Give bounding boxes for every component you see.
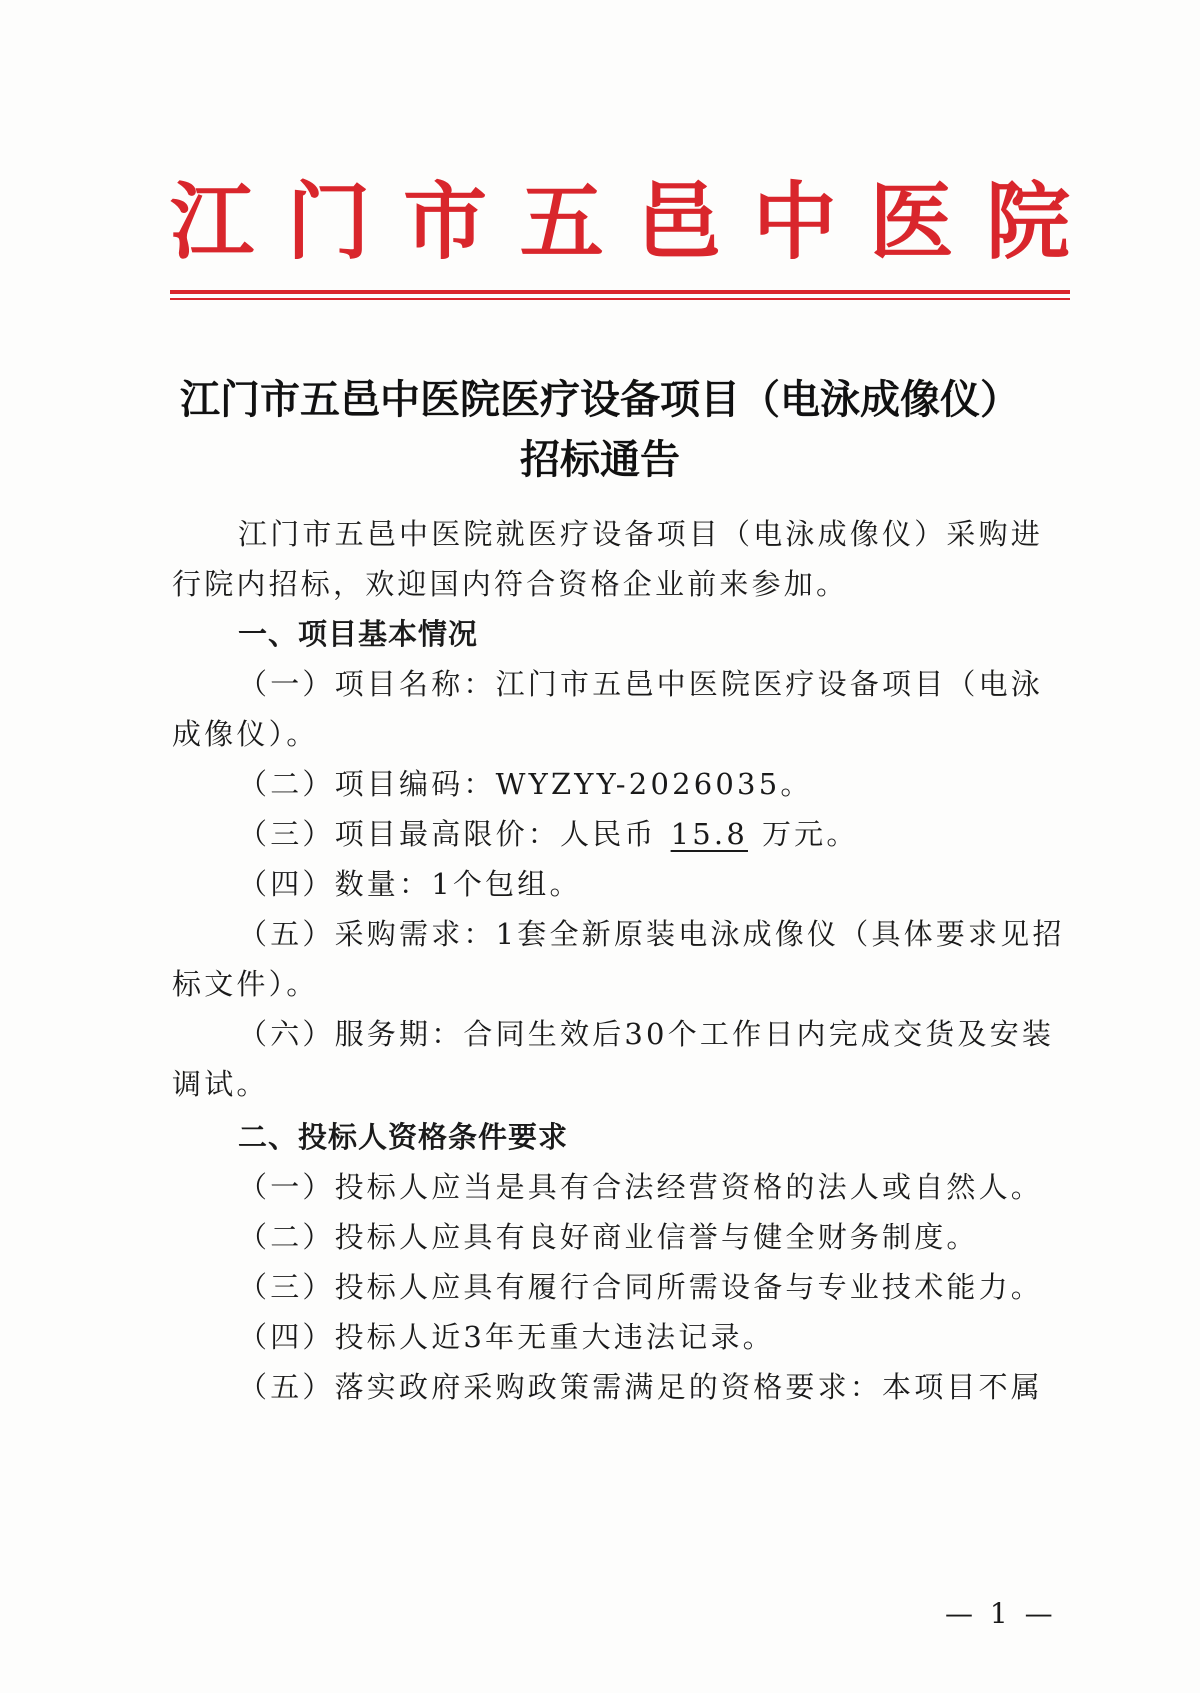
masthead-char: 邑 [636, 173, 721, 271]
document-title-line-2: 招标通告 [520, 437, 680, 483]
section-1-item-6-line-1: （六）服务期：合同生效后30个工作日内完成交货及安装 [238, 1017, 1055, 1051]
price-limit-amount: 15.8 [670, 817, 748, 851]
document-title-line-1: 江门市五邑中医院医疗设备项目（电泳成像仪） [180, 377, 1020, 423]
masthead-rule-thin [170, 298, 1070, 300]
intro-paragraph-line-2: 行院内招标，欢迎国内符合资格企业前来参加。 [172, 567, 849, 601]
section-1-item-5-line-2: 标文件）。 [172, 967, 319, 1001]
section-2-item-2: （二）投标人应具有良好商业信誉与健全财务制度。 [238, 1220, 979, 1254]
section-1-item-1-line-2: 成像仪）。 [172, 717, 319, 751]
masthead-organization-name [170, 172, 1070, 272]
page-number: — 1 — [945, 1597, 1057, 1630]
masthead-char: 门 [286, 173, 371, 271]
section-1-item-1-line-1: （一）项目名称：江门市五邑中医院医疗设备项目（电泳 [238, 667, 1044, 701]
price-limit-unit: 万元。 [761, 817, 859, 851]
section-1-heading: 一、项目基本情况 [238, 617, 479, 651]
price-limit-label: （三）项目最高限价：人民币 [238, 817, 657, 851]
masthead-rule-thick [170, 290, 1070, 294]
masthead-char: 江 [170, 173, 255, 271]
section-1-item-3 [238, 812, 859, 856]
section-1-item-5-line-1: （五）采购需求：1套全新原装电泳成像仪（具体要求见招 [238, 917, 1065, 951]
section-2-heading: 二、投标人资格条件要求 [238, 1120, 569, 1154]
section-1-item-2: （二）项目编码：WYZYY-2026035。 [238, 767, 813, 801]
section-2-item-5: （五）落实政府采购政策需满足的资格要求：本项目不属 [238, 1370, 1044, 1404]
masthead-char: 院 [985, 173, 1070, 271]
masthead-char: 五 [519, 173, 604, 271]
masthead-char: 市 [403, 173, 488, 271]
intro-paragraph-line-1: 江门市五邑中医院就医疗设备项目（电泳成像仪）采购进 [238, 517, 1044, 551]
section-2-item-1: （一）投标人应当是具有合法经营资格的法人或自然人。 [238, 1170, 1044, 1204]
section-1-item-6-line-2: 调试。 [172, 1067, 269, 1101]
section-1-item-4: （四）数量：1个包组。 [238, 867, 582, 901]
masthead-char: 医 [869, 173, 954, 271]
section-2-item-3: （三）投标人应具有履行合同所需设备与专业技术能力。 [238, 1270, 1044, 1304]
masthead-char: 中 [752, 173, 837, 271]
section-2-item-4: （四）投标人近3年无重大违法记录。 [238, 1320, 775, 1354]
